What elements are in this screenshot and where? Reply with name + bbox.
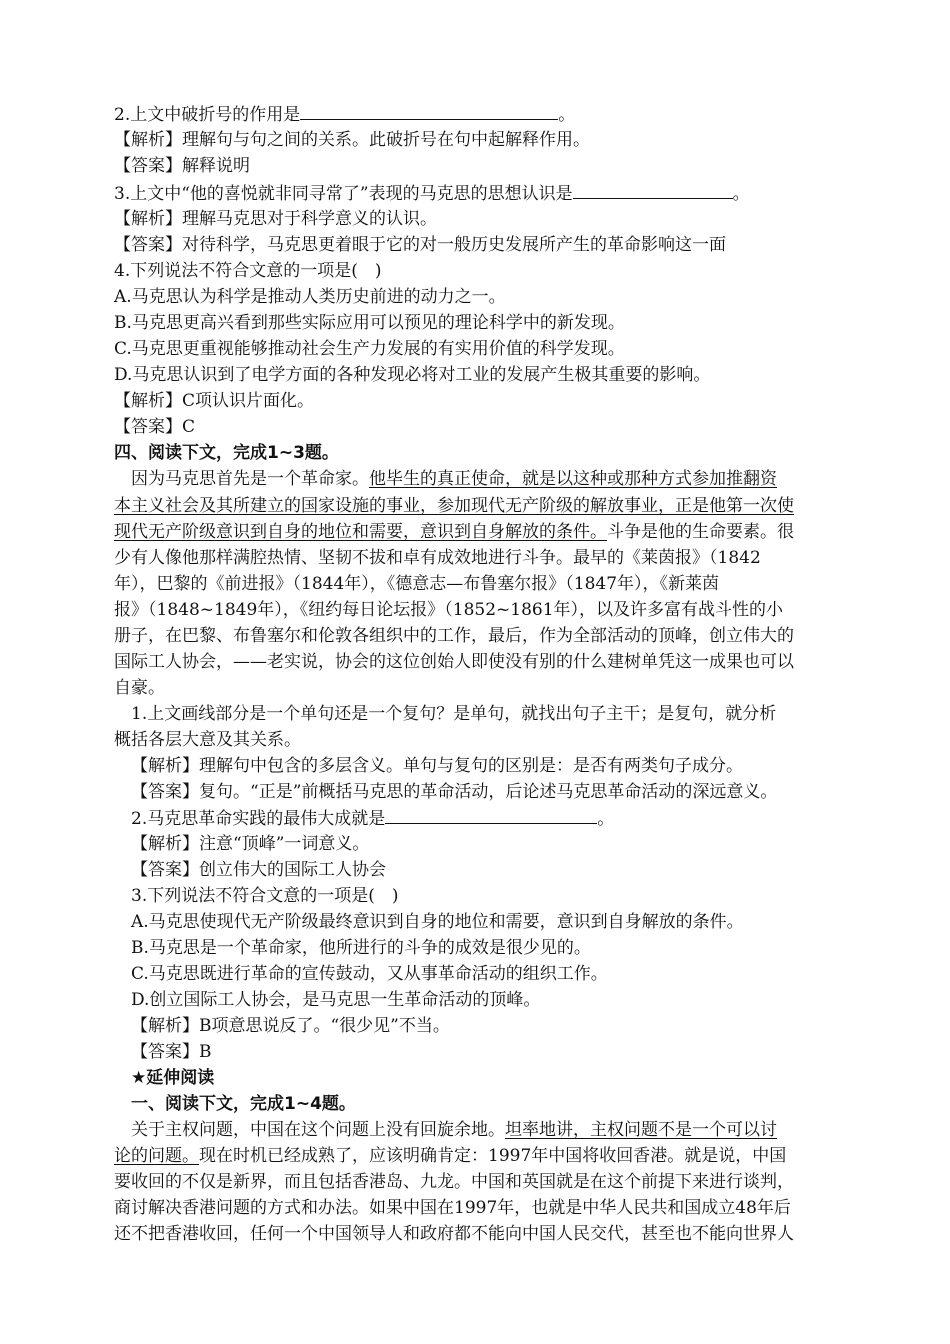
analysis-line: 【解析】注意“顶峰”一词意义。 xyxy=(131,834,370,854)
answer-line: 【答案】复句。“正是”前概括马克思的革命活动，后论述马克思革命活动的深远意义。 xyxy=(131,782,778,802)
option-b: B.马克思更高兴看到那些实际应用可以预见的理论科学中的新发现。 xyxy=(114,313,625,333)
question-text: 3.上文中“他的喜悦就非同寻常了”表现的马克思的思想认识是 xyxy=(114,184,573,204)
underlined-text: 现代无产阶级意识到自身的地位和需要，意识到自身解放的条件。 xyxy=(114,522,607,542)
option-c: C.马克思更重视能够推动社会生产力发展的有实用价值的科学发现。 xyxy=(114,339,625,359)
period: 。 xyxy=(597,809,615,829)
analysis-line: 【解析】理解句与句之间的关系。此破折号在句中起解释作用。 xyxy=(114,130,590,150)
passage-line: 要收回的不仅是新界，而且包括香港岛、九龙。中国和英国就是在这个前提下来进行谈判， xyxy=(114,1172,794,1192)
option-d: D.创立国际工人协会，是马克思一生革命活动的顶峰。 xyxy=(131,990,541,1010)
question-2-line xyxy=(114,101,866,127)
passage-line: 还不把香港收回，任何一个中国领导人和政府都不能向中国人民交代，甚至也不能向世界人 xyxy=(114,1224,794,1244)
passage-text: 现在时机已经成熟了，应该明确肯定：1997年中国将收回香港。就是说，中国 xyxy=(199,1146,787,1166)
question-1-line: 1.上文画线部分是一个单句还是一个复句？是单句，就找出句子主干；是复句，就分析 xyxy=(131,704,777,724)
answer-line: 【答案】C xyxy=(114,417,196,437)
question-4-line: 4.下列说法不符合文意的一项是( ) xyxy=(114,261,382,281)
question-3-line: 3.下列说法不符合文意的一项是( ) xyxy=(131,886,399,906)
option-d: D.马克思认识到了电学方面的各种发现必将对工业的发展产生极其重要的影响。 xyxy=(114,365,711,385)
passage-line: 报》（1848~1849年），《纽约每日论坛报》（1852~1861年），以及许多富有战斗性的小 xyxy=(114,600,784,620)
analysis-line: 【解析】B项意思说反了。“很少见”不当。 xyxy=(131,1016,450,1036)
question-2-line xyxy=(131,805,866,831)
passage-line-underlined: 本主义社会及其所建立的国家设施的事业，参加现代无产阶级的解放事业，正是他第一次使 xyxy=(114,496,794,516)
extended-reading-heading: ★延伸阅读 xyxy=(131,1068,215,1088)
passage-text: 斗争是他的生命要素。很 xyxy=(607,522,794,542)
question-3-line xyxy=(114,180,866,206)
question-text: 2.上文中破折号的作用是 xyxy=(114,105,301,125)
option-a: A.马克思认为科学是推动人类历史前进的动力之一。 xyxy=(114,287,506,307)
period: 。 xyxy=(558,105,576,125)
underlined-text: 他毕生的真正使命，就是以这种或那种方式参加推翻资 xyxy=(369,469,777,489)
passage-text: 因为马克思首先是一个革命家。 xyxy=(131,469,369,489)
passage-line: 年），巴黎的《前进报》（1844年），《德意志—布鲁塞尔报》（1847年），《新莱茵 xyxy=(114,574,720,594)
answer-line: 【答案】解释说明 xyxy=(114,156,250,176)
answer-blank xyxy=(573,180,733,199)
analysis-line: 【解析】C项认识片面化。 xyxy=(114,391,315,411)
underlined-text: 论的问题。 xyxy=(114,1146,199,1166)
question-text: 2.马克思革命实践的最伟大成就是 xyxy=(131,809,386,829)
analysis-line: 【解析】理解句中包含的多层含义。单句与复句的区别是：是否有两类句子成分。 xyxy=(131,756,743,776)
passage-line: 国际工人协会，——老实说，协会的这位创始人即使没有别的什么建树单凭这一成果也可以 xyxy=(114,652,794,672)
answer-line: 【答案】创立伟大的国际工人协会 xyxy=(131,860,386,880)
passage-line: 商讨解决香港问题的方式和办法。如果中国在1997年，也就是中华人民共和国成立48年后 xyxy=(114,1198,791,1218)
option-c: C.马克思既进行革命的宣传鼓动，又从事革命活动的组织工作。 xyxy=(131,964,608,984)
passage-line xyxy=(131,466,866,492)
question-1-line-cont: 概括各层大意及其关系。 xyxy=(114,730,301,750)
passage-line xyxy=(114,519,866,545)
passage-line: 册子，在巴黎、布鲁塞尔和伦敦各组织中的工作，最后，作为全部活动的顶峰，创立伟大的 xyxy=(114,626,794,646)
passage-line xyxy=(131,1117,866,1143)
answer-blank xyxy=(300,101,558,120)
passage-line: 自豪。 xyxy=(114,678,165,698)
answer-blank xyxy=(385,805,597,824)
period: 。 xyxy=(732,184,750,204)
passage-line xyxy=(114,1143,866,1169)
analysis-line: 【解析】理解马克思对于科学意义的认识。 xyxy=(114,209,437,229)
section-heading: 一、阅读下文，完成1~4题。 xyxy=(131,1094,356,1114)
option-a: A.马克思使现代无产阶级最终意识到自身的地位和需要，意识到自身解放的条件。 xyxy=(131,912,744,932)
section-heading: 四、阅读下文，完成1~3题。 xyxy=(114,443,339,463)
passage-text: 关于主权问题，中国在这个问题上没有回旋余地。 xyxy=(131,1120,505,1140)
option-b: B.马克思是一个革命家，他所进行的斗争的成效是很少见的。 xyxy=(131,938,591,958)
answer-line: 【答案】对待科学，马克思更着眼于它的对一般历史发展所产生的革命影响这一面 xyxy=(114,235,726,255)
passage-line: 少有人像他那样满腔热情、坚韧不拔和卓有成效地进行斗争。最早的《莱茵报》（1842 xyxy=(114,548,761,568)
answer-line: 【答案】B xyxy=(131,1042,212,1062)
underlined-text: 坦率地讲，主权问题不是一个可以讨 xyxy=(505,1120,777,1140)
